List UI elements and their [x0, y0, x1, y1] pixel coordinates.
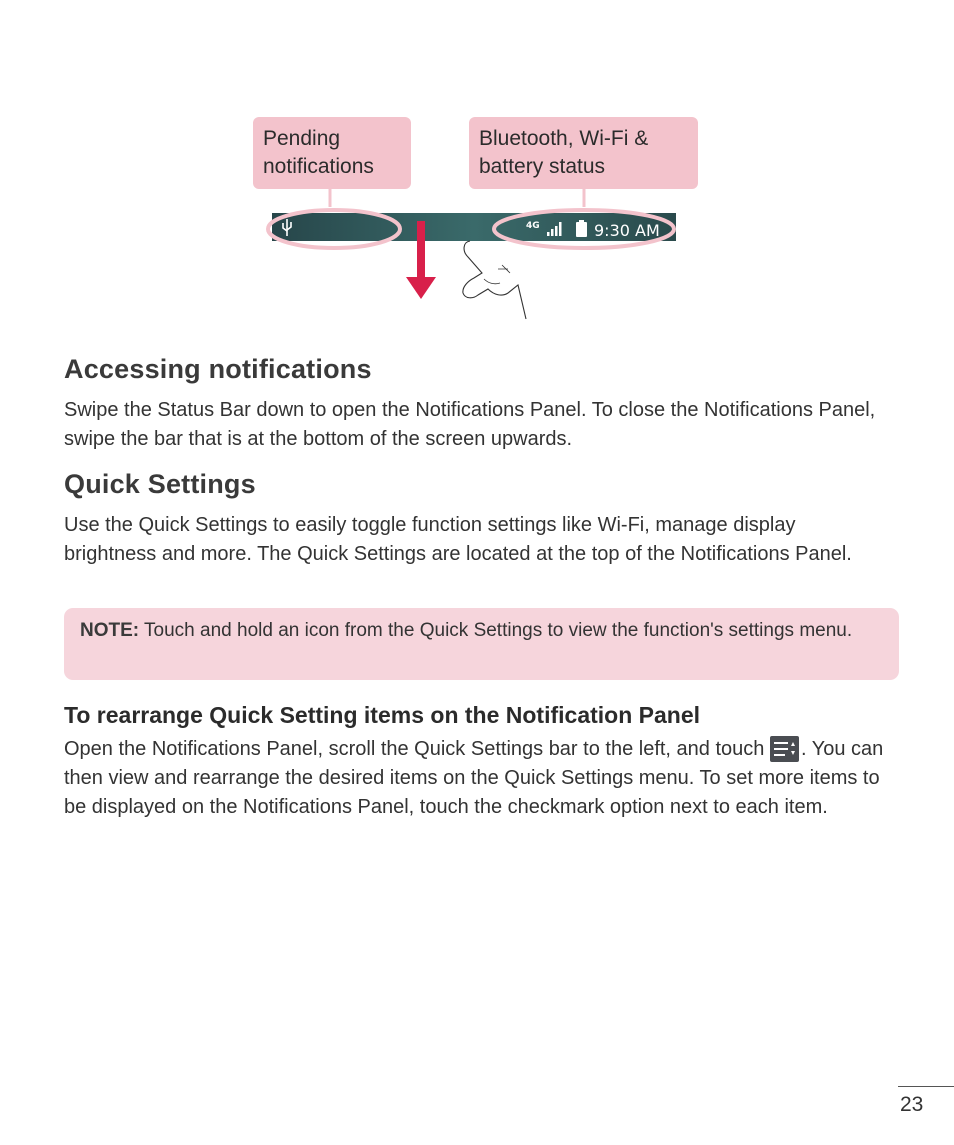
- note-label: NOTE:: [80, 620, 140, 641]
- rearrange-text-part1: Open the Notifications Panel, scroll the Quick Settings bar to the left, and touch: [64, 738, 765, 760]
- battery-icon: [576, 220, 587, 237]
- status-bar-illustration: [250, 185, 690, 330]
- status-time: 9:30 AM: [594, 221, 660, 240]
- heading-quick-settings: Quick Settings: [64, 469, 256, 499]
- rearrange-text: [64, 735, 894, 822]
- heading-accessing-notifications: Accessing notifications: [64, 354, 372, 384]
- finger-swipe-icon: [463, 241, 526, 319]
- accessing-notifications-text: Swipe the Status Bar down to open the Notifications Panel. To close the Notifications Panel, swipe the bar that is at the bottom of the screen upwards.: [64, 399, 876, 450]
- page-number: 23: [900, 1093, 924, 1116]
- page-number-rule: [898, 1086, 954, 1087]
- note-text: Touch and hold an icon from the Quick Settings to view the function's settings menu.: [144, 620, 853, 641]
- callout-pending-notifications: Pending notifications: [253, 117, 411, 189]
- note-box: [64, 608, 899, 680]
- quick-settings-text: Use the Quick Settings to easily toggle function settings like Wi-Fi, manage display brightness and more. The Quick Settings are located at the top of the Notifications Panel.: [64, 514, 852, 565]
- rearrange-text-part2: . You can then view and rearrange the desired items on the Quick Settings menu. To set more items to be displayed on the Notifications Panel, touch the checkmark option next to each item.: [64, 738, 884, 818]
- lte-icon: 4G: [526, 221, 540, 231]
- callout-status-icons: Bluetooth, Wi-Fi & battery status: [469, 117, 698, 189]
- edit-list-icon: [770, 736, 799, 762]
- heading-rearrange-quick-settings: To rearrange Quick Setting items on the Notification Panel: [64, 702, 701, 728]
